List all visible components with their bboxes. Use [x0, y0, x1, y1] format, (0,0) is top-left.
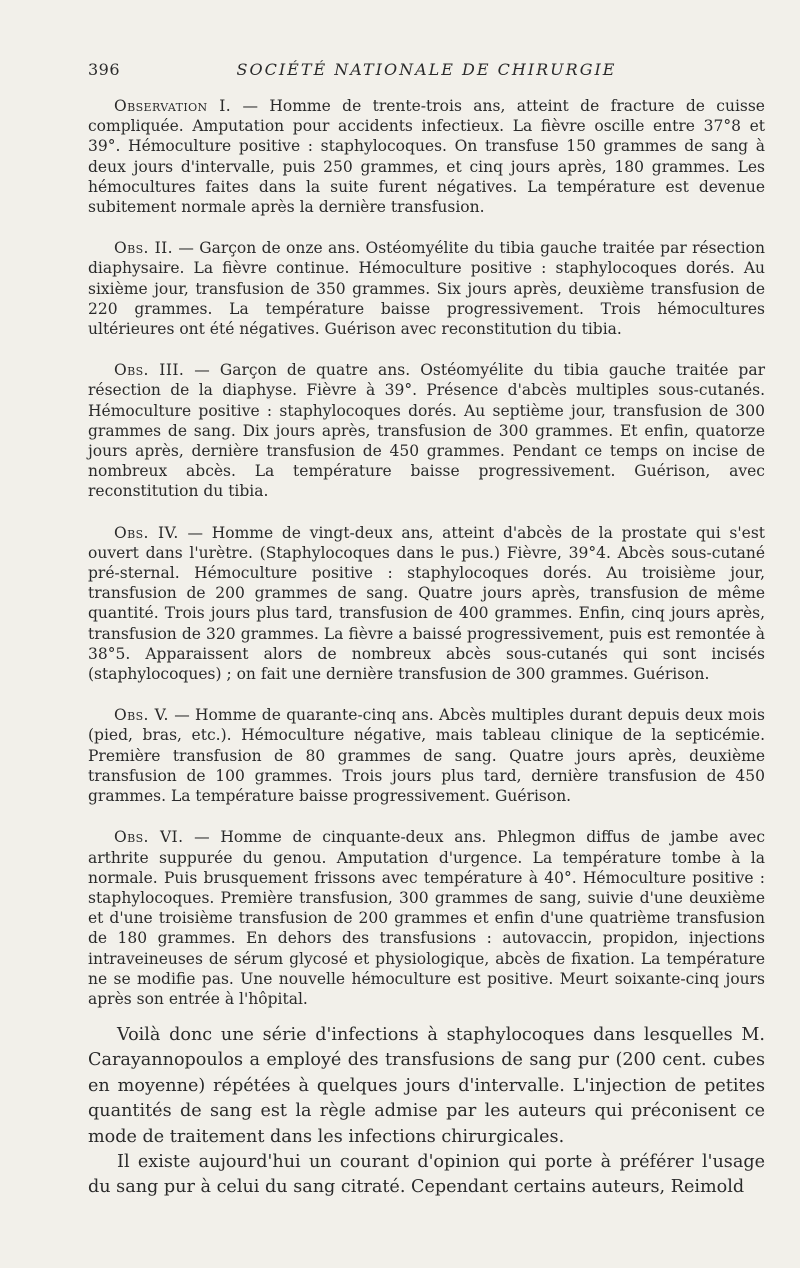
observation-6: [88, 827, 765, 1009]
conclusion-paragraph-1: Voilà donc une série d'infections à staphylocoques dans lesquelles M. Carayannopoulos a employé des transfusions de sang pur (200 cent. cubes en moyenne) répétées à quelques jours d'intervalle. L'injection de petites quantités de sang est la règle admise par les auteurs qui préconisent ce mode de traitement dans les infections chirurgicales.: [88, 1025, 765, 1147]
observation-5: [88, 705, 765, 806]
observation-1: [88, 96, 765, 217]
observation-text: — Homme de vingt-deux ans, atteint d'abcès de la prostate qui s'est ouvert dans l'urètre. (Staphylocoques dans le pus.) Fièvre, 39°4. Abcès sous-cutané pré-sternal. Hémoculture positive : staphylocoques dorés. Au troisième jour, transfusion de 200 grammes de sang. Quatre jours après, transfusion de même quantité. Trois jours plus tard, transfusion de 400 grammes. Enfin, cinq jours après, transfusion de 320 grammes. La fièvre a baissé progressivement, puis est remontée à 38°5. Apparaissent alors de nombreux abcès sous-cutanés qui sont incisés (staphylocoques) ; on fait une dernière transfusion de 300 grammes. Guérison.: [88, 523, 765, 684]
conclusion-section: [88, 1023, 765, 1201]
observation-text: — Garçon de onze ans. Ostéomyélite du tibia gauche traitée par résection diaphysaire. La fièvre continue. Hémoculture positive : staphylocoques dorés. Au sixième jour, transfusion de 350 grammes. Six jours après, deuxième transfusion de 220 grammes. La température baisse progressivement. Trois hémocultures ultérieures ont été négatives. Guérison avec reconstitution du tibia.: [88, 239, 765, 339]
observation-label: Obs. III.: [114, 361, 185, 380]
observation-label: Obs. II.: [114, 239, 173, 258]
observation-text: — Homme de trente-trois ans, atteint de fracture de cuisse compliquée. Amputation pour accidents infectieux. La fièvre oscille entre 37°8 et 39°. Hémoculture positive : staphylocoques. On transfuse 150 grammes de sang à deux jours d'intervalle, puis 250 grammes, et cinq jours après, 180 grammes. Les hémocultures faites dans la suite furent négatives. La température est devenue subitement normale après la dernière transfusion.: [88, 97, 765, 217]
observation-label: Obs. VI.: [114, 828, 184, 847]
conclusion-paragraph-2: Il existe aujourd'hui un courant d'opinion qui porte à préférer l'usage du sang pur à celui du sang citraté. Cependant certains auteurs, Reimold: [88, 1152, 765, 1198]
page-number: 396: [88, 60, 121, 79]
observation-label: Observation I.: [114, 97, 232, 115]
running-header: [88, 60, 765, 84]
observation-4: [88, 523, 765, 685]
journal-title: SOCIÉTÉ NATIONALE DE CHIRURGIE: [236, 60, 617, 79]
observation-2: [88, 238, 765, 339]
observation-label: Obs. V.: [114, 706, 169, 725]
observation-text: — Garçon de quatre ans. Ostéomyélite du tibia gauche traitée par résection de la diaphyse. Fièvre à 39°. Présence d'abcès multiples sous-cutanés. Hémoculture positive : staphylocoques dorés. Au septième jour, transfusion de 300 grammes de sang. Dix jours après, transfusion de 300 grammes. Et enfin, quatorze jours après, dernière transfusion de 450 grammes. Pendant ce temps on incise de nombreux abcès. La température baisse progressivement. Guérison, avec reconstitution du tibia.: [88, 361, 765, 501]
observation-3: [88, 360, 765, 501]
observations-section: [88, 96, 765, 1030]
observation-text: — Homme de quarante-cinq ans. Abcès multiples durant depuis deux mois (pied, bras, etc.). Hémoculture négative, mais tableau clinique de la septicémie. Première transfusion de 80 grammes de sang. Quatre jours après, deuxième transfusion de 100 grammes. Trois jours plus tard, dernière transfusion de 450 grammes. La température baisse progressivement. Guérison.: [88, 706, 765, 806]
observation-text: — Homme de cinquante-deux ans. Phlegmon diffus de jambe avec arthrite suppurée du genou. Amputation d'urgence. La température tombe à la normale. Puis brusquement frissons avec température à 40°. Hémoculture positive : staphylocoques. Première transfusion, 300 grammes de sang, suivie d'une deuxième et d'une troisième transfusion de 200 grammes et enfin d'une quatrième transfusion de 180 grammes. En dehors des transfusions : autovaccin, propidon, injections intraveineuses de sérum glycosé et physiologique, abcès de fixation. La température ne se modifie pas. Une nouvelle hémoculture est positive. Meurt soixante-cinq jours après son entrée à l'hôpital.: [88, 828, 765, 1008]
observation-label: Obs. IV.: [114, 523, 179, 542]
